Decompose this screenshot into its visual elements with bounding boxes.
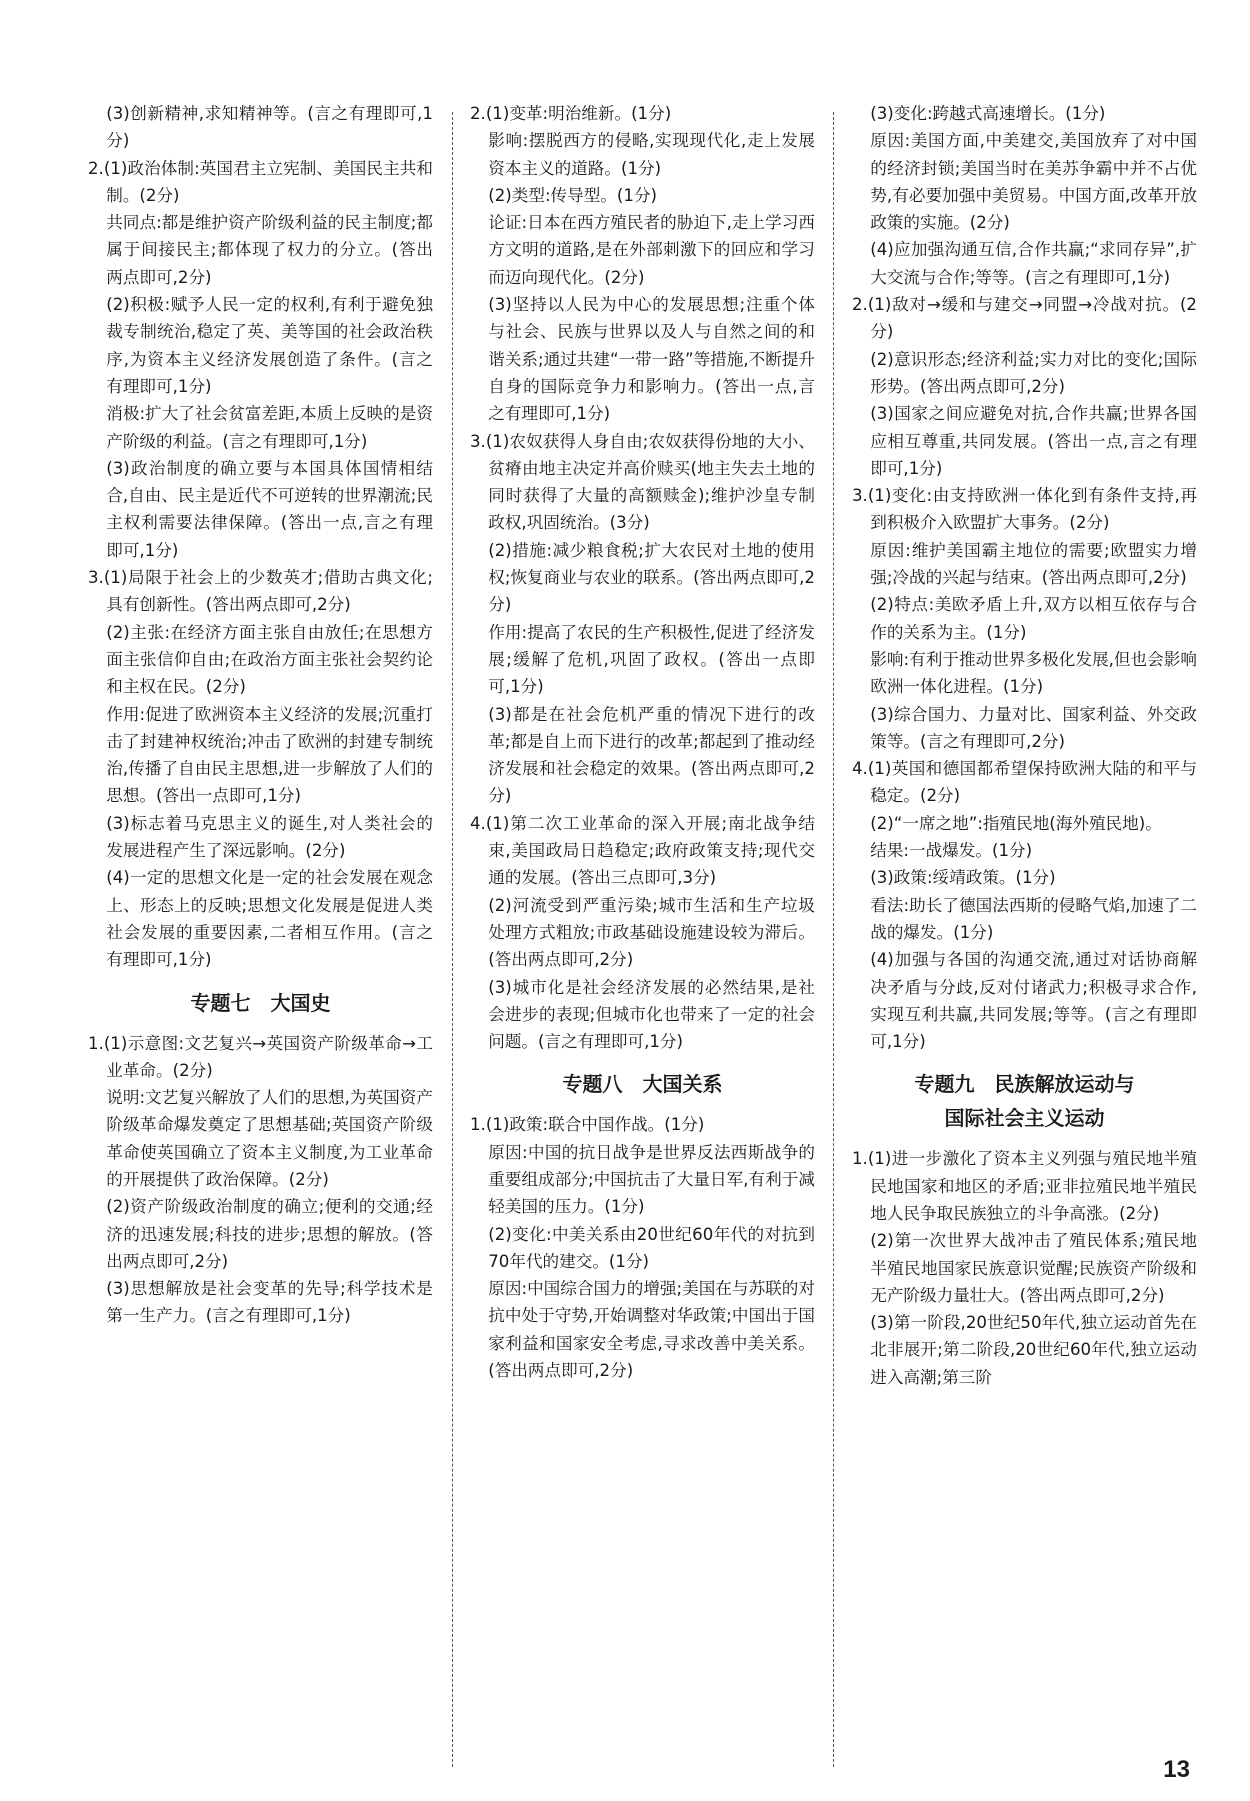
answer-paragraph: (3)政策:绥靖政策。(1分) bbox=[870, 868, 1056, 888]
answer-paragraph: (2)河流受到严重污染;城市生活和生产垃圾处理方式粗放;市政基础设施建设较为滞后。(答出两点即可,2分) bbox=[488, 895, 815, 970]
column-separator bbox=[452, 112, 453, 1767]
answer-paragraph: (2)第一次世界大战冲击了殖民体系;殖民地半殖民地国家民族意识觉醒;民族资产阶级和无产阶级力量壮大。(答出两点即可,2分) bbox=[870, 1231, 1197, 1305]
answer-paragraph: 原因:中国的抗日战争是世界反法西斯战争的重要组成部分;中国抗击了大量日军,有利于减轻美国的压力。(1分) bbox=[488, 1142, 815, 1217]
answer-paragraph: (4)一定的思想文化是一定的社会发展在观念上、形态上的反映;思想文化发展是促进人类社会发展的重要因素,二者相互作用。(言之有理即可,1分) bbox=[106, 868, 433, 970]
answer-paragraph: 消极:扩大了社会贫富差距,本质上反映的是资产阶级的利益。(言之有理即可,1分) bbox=[106, 404, 433, 451]
answer-paragraph: 看法:助长了德国法西斯的侵略气焰,加速了二战的爆发。(1分) bbox=[870, 895, 1197, 942]
answer-paragraph: (2)主张:在经济方面主张自由放任;在思想方面主张信仰自由;在政治方面主张社会契约论和主权在民。(2分) bbox=[106, 622, 433, 697]
answer-paragraph: (3)第一阶段,20世纪50年代,独立运动首先在北非展开;第二阶段,20世纪60年代,独立运动进入高潮;第三阶 bbox=[870, 1313, 1197, 1387]
answer-paragraph: (3)综合国力、力量对比、国家利益、外交政策等。(言之有理即可,2分) bbox=[870, 704, 1197, 751]
section-heading-line-2: 国际社会主义运动 bbox=[944, 1106, 1105, 1131]
left-column bbox=[88, 100, 433, 1760]
answer-paragraph: 影响:摆脱西方的侵略,实现现代化,走上发展资本主义的道路。(1分) bbox=[488, 131, 815, 178]
answer-paragraph: (2)类型:传导型。(1分) bbox=[488, 185, 658, 205]
answer-paragraph: (3)都是在社会危机严重的情况下进行的改革;都是自上而下进行的改革;都起到了推动经济发展和社会稳定的效果。(答出两点即可,2分) bbox=[488, 704, 815, 806]
answer-paragraph: (3)标志着马克思主义的诞生,对人类社会的发展进程产生了深远影响。(2分) bbox=[106, 813, 433, 861]
answer-paragraph: (2)“一席之地”:指殖民地(海外殖民地)。 bbox=[870, 813, 1162, 833]
answer-paragraph: (3)思想解放是社会变革的先导;科学技术是第一生产力。(言之有理即可,1分) bbox=[106, 1279, 433, 1326]
answer-paragraph: (3)政治制度的确立要与本国具体国情相结合,自由、民主是近代不可逆转的世界潮流;民主权利需要法律保障。(答出一点,言之有理即可,1分) bbox=[106, 458, 433, 560]
answer-question-4: 4.(1)英国和德国都希望保持欧洲大陆的和平与稳定。(2分) bbox=[852, 759, 1197, 806]
answer-question-2: 2.(1)变革:明治维新。(1分) bbox=[470, 104, 672, 123]
answer-paragraph: (3)变化:跨越式高速增长。(1分) bbox=[870, 104, 1106, 123]
answer-paragraph: (2)资产阶级政治制度的确立;便利的交通;经济的迅速发展;科技的进步;思想的解放。(答出两点即可,2分) bbox=[106, 1197, 433, 1271]
answer-paragraph: (2)特点:美欧矛盾上升,双方以相互依存与合作的关系为主。(1分) bbox=[870, 595, 1197, 642]
answer-question-2: 2.(1)政治体制:英国君主立宪制、美国民主共和制。(2分) bbox=[88, 158, 433, 205]
answer-question-2: 2.(1)敌对→缓和与建交→同盟→冷战对抗。(2分) bbox=[852, 295, 1197, 342]
answer-question-3: 3.(1)变化:由支持欧洲一体化到有条件支持,再到积极介入欧盟扩大事务。(2分) bbox=[852, 486, 1197, 533]
answer-paragraph: 共同点:都是维护资产阶级利益的民主制度;都属于间接民主;都体现了权力的分立。(答出两点即可,2分) bbox=[106, 213, 433, 287]
answer-paragraph: (2)积极:赋予人民一定的权利,有利于避免独裁专制统治,稳定了英、美等国的社会政治秩序,为资本主义经济发展创造了条件。(言之有理即可,1分) bbox=[106, 295, 433, 396]
answer-question-1: 1.(1)示意图:文艺复兴→英国资产阶级革命→工业革命。(2分) bbox=[88, 1033, 433, 1080]
answer-paragraph: (2)变化:中美关系由20世纪60年代的对抗到70年代的建交。(1分) bbox=[488, 1224, 815, 1271]
answer-paragraph: (3)城市化是社会经济发展的必然结果,是社会进步的表现;但城市化也带来了一定的社会问题。(言之有理即可,1分) bbox=[488, 977, 815, 1052]
answer-question-3: 3.(1)局限于社会上的少数英才;借助古典文化;具有创新性。(答出两点即可,2分) bbox=[88, 568, 433, 615]
middle-column bbox=[470, 100, 815, 1760]
answer-paragraph: 说明:文艺复兴解放了人们的思想,为英国资产阶级革命爆发奠定了思想基础;英国资产阶级革命使英国确立了资本主义制度,为工业革命的开展提供了政治保障。(2分) bbox=[106, 1088, 433, 1189]
answer-paragraph: 论证:日本在西方殖民者的胁迫下,走上学习西方文明的道路,是在外部刺激下的回应和学习而迈向现代化。(2分) bbox=[488, 213, 815, 287]
answer-paragraph: 作用:促进了欧洲资本主义经济的发展;沉重打击了封建神权统治;冲击了欧洲的封建专制统治,传播了自由民主思想,进一步解放了人们的思想。(答出一点即可,1分) bbox=[106, 704, 433, 806]
answer-paragraph: (4)应加强沟通互信,合作共赢;“求同存异”,扩大交流与合作;等等。(言之有理即可,1分) bbox=[870, 240, 1197, 287]
answer-question-1: 1.(1)进一步激化了资本主义列强与殖民地半殖民地国家和地区的矛盾;亚非拉殖民地半殖民地人民争取民族独立的斗争高涨。(2分) bbox=[852, 1149, 1197, 1223]
answer-paragraph: 影响:有利于推动世界多极化发展,但也会影响欧洲一体化进程。(1分) bbox=[870, 649, 1197, 697]
section-heading: 专题九 民族解放运动与 bbox=[914, 1072, 1135, 1097]
right-column bbox=[852, 100, 1197, 1760]
section-heading: 专题七 大国史 bbox=[190, 990, 331, 1015]
answer-question-4: 4.(1)第二次工业革命的深入开展;南北战争结束,美国政局日趋稳定;政府政策支持;现代交通的发展。(答出三点即可,3分) bbox=[470, 813, 815, 888]
answer-question-1: 1.(1)政策:联合中国作战。(1分) bbox=[470, 1115, 705, 1135]
page-number: 13 bbox=[1163, 1756, 1190, 1783]
answer-paragraph: 结果:一战爆发。(1分) bbox=[870, 841, 1033, 861]
answer-paragraph: (3)创新精神,求知精神等。(言之有理即可,1分) bbox=[106, 104, 433, 151]
answer-question-3: 3.(1)农奴获得人身自由;农奴获得份地的大小、贫瘠由地主决定并高价赎买(地主失去土地的同时获得了大量的高额赎金);维护沙皇专制政权,巩固统治。(3分) bbox=[470, 431, 815, 533]
answer-paragraph: (3)国家之间应避免对抗,合作共赢;世界各国应相互尊重,共同发展。(答出一点,言之有理即可,1分) bbox=[870, 404, 1197, 478]
answer-paragraph: 原因:美国方面,中美建交,美国放弃了对中国的经济封锁;美国当时在美苏争霸中并不占优势,有必要加强中美贸易。中国方面,改革开放政策的实施。(2分) bbox=[870, 131, 1197, 233]
answer-paragraph: (2)措施:减少粮食税;扩大农民对土地的使用权;恢复商业与农业的联系。(答出两点即可,2分) bbox=[488, 540, 815, 615]
answer-paragraph: (2)意识形态;经济利益;实力对比的变化;国际形势。(答出两点即可,2分) bbox=[870, 349, 1197, 396]
column-separator bbox=[833, 112, 834, 1767]
answer-paragraph: (4)加强与各国的沟通交流,通过对话协商解决矛盾与分歧,反对付诸武力;积极寻求合作,实现互利共赢,共同发展;等等。(言之有理即可,1分) bbox=[870, 950, 1197, 1052]
answer-paragraph: 原因:中国综合国力的增强;美国在与苏联的对抗中处于守势,开始调整对华政策;中国出于国家利益和国家安全考虑,寻求改善中美关系。(答出两点即可,2分) bbox=[488, 1279, 815, 1381]
answer-paragraph: (3)坚持以人民为中心的发展思想;注重个体与社会、民族与世界以及人与自然之间的和谐关系;通过共建“一带一路”等措施,不断提升自身的国际竞争力和影响力。(答出一点,言之有理即可,1分) bbox=[488, 295, 815, 424]
section-heading: 专题八 大国关系 bbox=[562, 1072, 723, 1097]
answer-paragraph: 作用:提高了农民的生产积极性,促进了经济发展;缓解了危机,巩固了政权。(答出一点即可,1分) bbox=[488, 622, 815, 697]
answer-paragraph: 原因:维护美国霸主地位的需要;欧盟实力增强;冷战的兴起与结束。(答出两点即可,2分) bbox=[870, 540, 1197, 588]
